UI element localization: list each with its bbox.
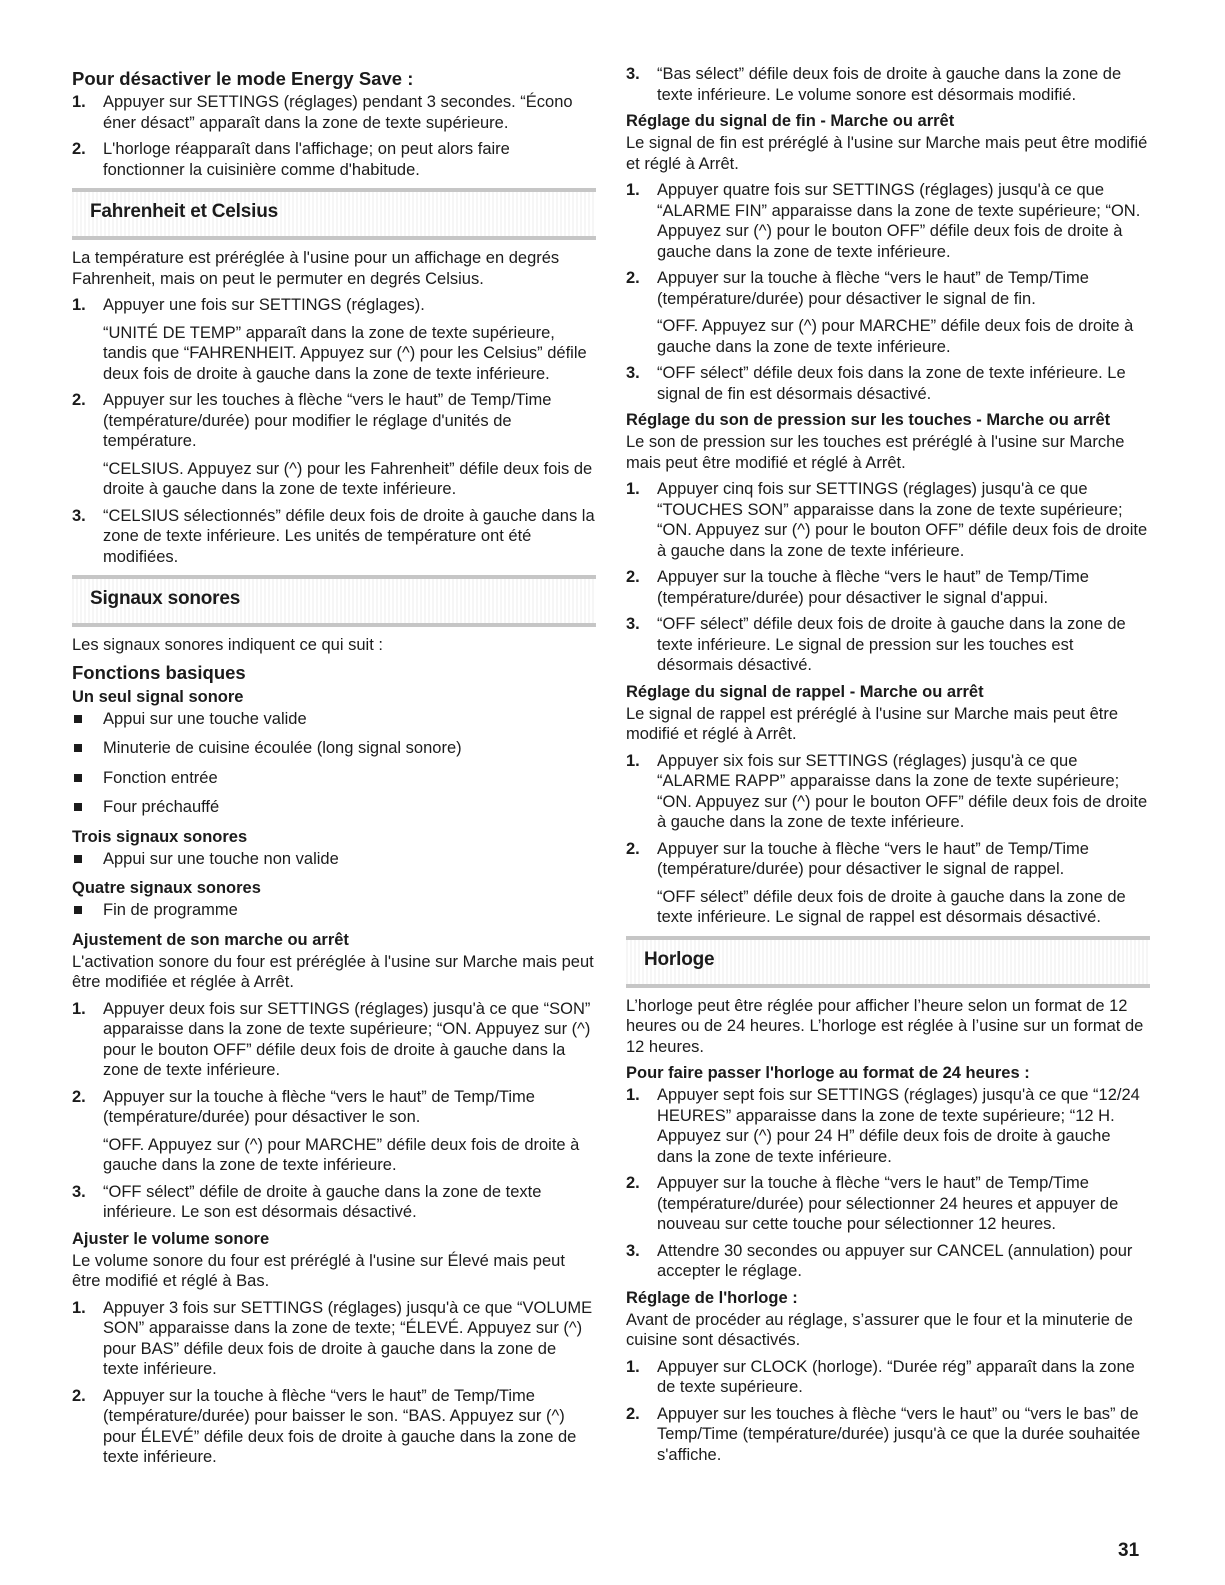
trois-heading: Trois signaux sonores — [72, 827, 248, 846]
reglage-horloge-heading: Réglage de l'horloge : — [626, 1288, 798, 1307]
step-number: 1. — [72, 93, 86, 111]
step-item — [72, 1298, 596, 1380]
step-number: 1. — [626, 1086, 640, 1104]
quatre-heading: Quatre signaux sonores — [72, 879, 261, 897]
step-text: Appuyer deux fois sur SETTINGS (réglages) jusqu'à ce que “SON” apparaisse dans la zone de texte supérieure; “ON. Appuyez sur (^) pour le bouton OFF” défile deux fois de droite à gauche dans la zone de texte inférieure. — [103, 999, 591, 1079]
step-item — [72, 92, 596, 133]
step-item — [626, 363, 1150, 404]
step-item — [626, 1357, 1150, 1398]
format24-heading: Pour faire passer l'horloge au format de 24 heures : — [626, 1064, 1030, 1082]
step-number: 2. — [626, 839, 640, 858]
step-number: 3. — [626, 364, 640, 382]
bullet-text: Appui sur une touche non valide — [103, 849, 339, 868]
un-seul-heading: Un seul signal sonore — [72, 687, 244, 706]
step-text: “Bas sélect” défile deux fois de droite à gauche dans la zone de texte inférieure. Le volume sonore est désormais modifié. — [657, 65, 1122, 104]
fin-intro: Le signal de fin est préréglé à l'usine sur Marche mais peut être modifié et réglé à Arrêt. — [626, 134, 1148, 173]
bullet-square-icon — [74, 715, 82, 723]
step-item — [626, 1085, 1150, 1167]
fahrenheit-section-title: Fahrenheit et Celsius — [90, 201, 278, 222]
step-number: 2. — [72, 140, 86, 158]
step-text: “CELSIUS sélectionnés” défile deux fois de droite à gauche dans la zone de texte inférieure. Les unités de température ont été modifiées. — [103, 506, 595, 566]
bullet-item — [72, 797, 596, 818]
step-number: 2. — [626, 1404, 640, 1423]
step-item — [626, 751, 1150, 833]
rappel-intro: Le signal de rappel est préréglé à l'usine sur Marche mais peut être modifié et réglé à Arrêt. — [626, 704, 1119, 743]
ajustement-steps — [72, 999, 596, 1223]
fahrenheit-steps — [72, 295, 596, 567]
step-number: 1. — [72, 999, 86, 1018]
fahrenheit-section-band — [72, 188, 596, 240]
step-number: 1. — [72, 296, 86, 314]
step-item — [626, 614, 1150, 676]
pression-steps — [626, 479, 1150, 676]
rappel-heading: Réglage du signal de rappel - Marche ou arrêt — [626, 682, 984, 701]
step-text: Appuyer cinq fois sur SETTINGS (réglages) jusqu'à ce que “TOUCHES SON” apparaisse dans la zone de texte supérieure; “ON. Appuyez sur (^) pour le bouton OFF” défile deux fois de droite à gauche dans la zone de texte inférieure. — [657, 480, 1148, 560]
step-number: 2. — [72, 1087, 86, 1106]
signaux-section-title: Signaux sonores — [90, 588, 241, 609]
rappel-steps — [626, 751, 1150, 928]
bullet-text: Four préchauffé — [103, 798, 220, 816]
fin-heading: Réglage du signal de fin - Marche ou arrêt — [626, 112, 955, 130]
step-text: “OFF sélect” défile deux fois dans la zone de texte inférieure. Le signal de fin est désormais désactivé. — [657, 364, 1126, 403]
quatre-list — [72, 900, 596, 921]
bullet-item — [72, 900, 596, 921]
reglage-horloge-steps — [626, 1357, 1150, 1466]
bullet-square-icon — [74, 803, 82, 811]
fonctions-heading: Fonctions basiques — [72, 661, 246, 683]
step-item — [626, 839, 1150, 928]
step-number: 2. — [72, 1386, 86, 1405]
step-item — [626, 64, 1150, 105]
step-item — [626, 268, 1150, 357]
step-text: Appuyer sur les touches à flèche “vers le haut” ou “vers le bas” de Temp/Time (température/durée) jusqu'à ce que la durée souhaitée s'affiche. — [657, 1404, 1141, 1464]
bullet-square-icon — [74, 855, 82, 863]
horloge-section-title: Horloge — [644, 948, 715, 970]
energy-save-heading: Pour désactiver le mode Energy Save : — [72, 68, 414, 89]
step-number: 3. — [626, 65, 640, 83]
step-text: Appuyer sur la touche à flèche “vers le haut” de Temp/Time (température/durée) pour baisser le son. “BAS. Appuyez sur (^) pour ÉLEVÉ” défile deux fois de droite à gauche dans la zone de texte inférieure. — [103, 1386, 577, 1466]
step-text: “OFF sélect” défile deux fois de droite à gauche dans la zone de texte inférieure. Le signal de pression sur les touches est désormais désactivé. — [657, 615, 1126, 674]
bullet-item — [72, 709, 596, 730]
bullet-square-icon — [74, 744, 82, 752]
bullet-item — [72, 768, 596, 789]
step-number: 2. — [626, 269, 640, 287]
step-text: Appuyer une fois sur SETTINGS (réglages). — [103, 296, 425, 314]
fin-steps — [626, 180, 1150, 404]
step-number: 3. — [72, 1182, 86, 1201]
signaux-section-band — [72, 575, 596, 627]
step-item — [72, 295, 596, 384]
trois-list — [72, 849, 596, 870]
bullet-text: Appui sur une touche valide — [103, 709, 307, 728]
volume-heading: Ajuster le volume sonore — [72, 1229, 270, 1248]
step-text: Attendre 30 secondes ou appuyer sur CANCEL (annulation) pour accepter le réglage. — [657, 1241, 1133, 1280]
reglage-horloge-intro: Avant de procéder au réglage, s’assurer que le four et la minuterie de cuisine sont désactivés. — [626, 1310, 1133, 1349]
step-text: Appuyer sur CLOCK (horloge). “Durée rég” apparaît dans la zone de texte supérieure. — [657, 1357, 1135, 1396]
pression-intro: Le son de pression sur les touches est préréglé à l'usine sur Marche mais peut être modifié et réglé à Arrêt. — [626, 433, 1125, 472]
step-text: Appuyer 3 fois sur SETTINGS (réglages) jusqu'à ce que “VOLUME SON” apparaisse dans la zone de texte; “ÉLEVÉ. Appuyez sur (^) pour BAS” défile deux fois de droite à gauche dans la zone de texte inférieure. — [103, 1298, 593, 1378]
signaux-intro: Les signaux sonores indiquent ce qui suit : — [72, 636, 383, 654]
step-text: Appuyer quatre fois sur SETTINGS (réglages) jusqu'à ce que “ALARME FIN” apparaisse dans la zone de texte supérieure; “ON. Appuyez sur (^) pour le bouton OFF” défile deux fois de droite à gauche dans la zone de texte inférieure. — [657, 181, 1141, 261]
step-item — [626, 1241, 1150, 1282]
step-text: Appuyer sur la touche à flèche “vers le haut” de Temp/Time (température/durée) pour désactiver le signal de rappel. — [657, 839, 1089, 878]
step-text: Appuyer six fois sur SETTINGS (réglages) jusqu'à ce que “ALARME RAPP” apparaisse dans la zone de texte supérieure; “ON. Appuyez sur (^) pour le bouton OFF” défile deux fois de droite à gauche dans la zone de texte inférieure. — [657, 751, 1148, 831]
step-item — [72, 1087, 596, 1176]
step-text: L'horloge réapparaît dans l'affichage; on peut alors faire fonctionner la cuisinière comme d'habitude. — [103, 140, 510, 179]
step-note: “UNITÉ DE TEMP” apparaît dans la zone de texte supérieure, tandis que “FAHRENHEIT. Appuyez sur (^) pour les Celsius” défile deux fois de droite à gauche dans la zone de texte inférieure. — [103, 323, 587, 383]
pression-heading: Réglage du son de pression sur les touches - Marche ou arrêt — [626, 411, 1111, 429]
step-number: 3. — [72, 506, 86, 525]
energy-save-steps — [72, 92, 596, 180]
right-column — [626, 64, 1150, 1471]
step-number: 1. — [626, 1357, 640, 1376]
step-number: 3. — [626, 615, 640, 633]
step-number: 2. — [72, 391, 86, 409]
step-item — [72, 139, 596, 180]
bullet-item — [72, 738, 596, 759]
bullet-text: Fin de programme — [103, 901, 238, 919]
volume-intro: Le volume sonore du four est préréglé à l'usine sur Élevé mais peut être modifié et réglé à Bas. — [72, 1251, 565, 1290]
left-column — [72, 64, 596, 1474]
ajustement-intro: L'activation sonore du four est préréglée à l'usine sur Marche mais peut être modifiée et réglée à Arrêt. — [72, 952, 594, 991]
step-number: 1. — [626, 751, 640, 770]
step-number: 2. — [626, 568, 640, 586]
step-item — [72, 506, 596, 568]
step-number: 1. — [72, 1298, 86, 1317]
step-text: Appuyer sur les touches à flèche “vers le haut” de Temp/Time (température/durée) pour modifier le réglage d'unités de température. — [103, 391, 552, 450]
step-text: “OFF sélect” défile de droite à gauche dans la zone de texte inférieure. Le son est désormais désactivé. — [103, 1182, 542, 1221]
bullet-item — [72, 849, 596, 870]
fahrenheit-intro: La température est préréglée à l'usine pour un affichage en degrés Fahrenheit, mais on peut le permuter en degrés Celsius. — [72, 249, 560, 288]
un-seul-list — [72, 709, 596, 818]
step-number: 1. — [626, 181, 640, 199]
step-note: “CELSIUS. Appuyez sur (^) pour les Fahrenheit” défile deux fois de droite à gauche dans la zone de texte inférieure. — [103, 459, 593, 498]
ajustement-heading: Ajustement de son marche ou arrêt — [72, 930, 349, 949]
step-number: 2. — [626, 1174, 640, 1192]
step-item — [72, 1182, 596, 1223]
step-note: “OFF. Appuyez sur (^) pour MARCHE” défile deux fois de droite à gauche dans la zone de texte inférieure. — [103, 1135, 580, 1174]
step-text: Appuyer sur la touche à flèche “vers le haut” de Temp/Time (température/durée) pour désactiver le son. — [103, 1087, 535, 1126]
step-item — [626, 1404, 1150, 1466]
step-number: 1. — [626, 480, 640, 498]
step-text: Appuyer sur la touche à flèche “vers le haut” de Temp/Time (température/durée) pour sélectionner 24 heures et appuyer de nouveau sur cette touche pour sélectionner 12 heures. — [657, 1174, 1119, 1233]
step-item — [626, 479, 1150, 561]
step-item — [626, 567, 1150, 608]
step-text: Appuyer sur SETTINGS (réglages) pendant 3 secondes. “Écono éner désact” apparaît dans la zone de texte supérieure. — [103, 93, 573, 132]
page-number: 31 — [1118, 1540, 1140, 1561]
step-item — [72, 1386, 596, 1468]
step-text: Appuyer sept fois sur SETTINGS (réglages) jusqu'à ce que “12/24 HEURES” apparaisse dans la zone de texte supérieure; “12 H. Appuyez sur (^) pour 24 H” défile deux fois de droite à gauche dans la zone de texte inférieure. — [657, 1086, 1140, 1166]
bullet-text: Fonction entrée — [103, 768, 218, 787]
step-item — [72, 390, 596, 500]
step-item — [72, 999, 596, 1081]
horloge-intro: L’horloge peut être réglée pour afficher l’heure selon un format de 12 heures ou de 24 heures. L’horloge est réglée à l’usine sur un format de 12 heures. — [626, 996, 1144, 1056]
bullet-square-icon — [74, 906, 82, 914]
horloge-section-band — [626, 936, 1150, 988]
bullet-square-icon — [74, 774, 82, 782]
step-item — [626, 1173, 1150, 1235]
format24-steps — [626, 1085, 1150, 1282]
volume-steps-continued — [626, 64, 1150, 105]
step-text: Appuyer sur la touche à flèche “vers le haut” de Temp/Time (température/durée) pour désactiver le signal d'appui. — [657, 568, 1089, 607]
step-note: “OFF sélect” défile deux fois de droite à gauche dans la zone de texte inférieure. Le signal de rappel est désormais désactivé. — [657, 887, 1126, 926]
bullet-text: Minuterie de cuisine écoulée (long signal sonore) — [103, 739, 462, 757]
step-text: Appuyer sur la touche à flèche “vers le haut” de Temp/Time (température/durée) pour désactiver le signal de fin. — [657, 269, 1089, 308]
step-item — [626, 180, 1150, 262]
step-note: “OFF. Appuyez sur (^) pour MARCHE” défile deux fois de droite à gauche dans la zone de texte inférieure. — [657, 317, 1134, 356]
step-number: 3. — [626, 1241, 640, 1260]
volume-steps — [72, 1298, 596, 1468]
